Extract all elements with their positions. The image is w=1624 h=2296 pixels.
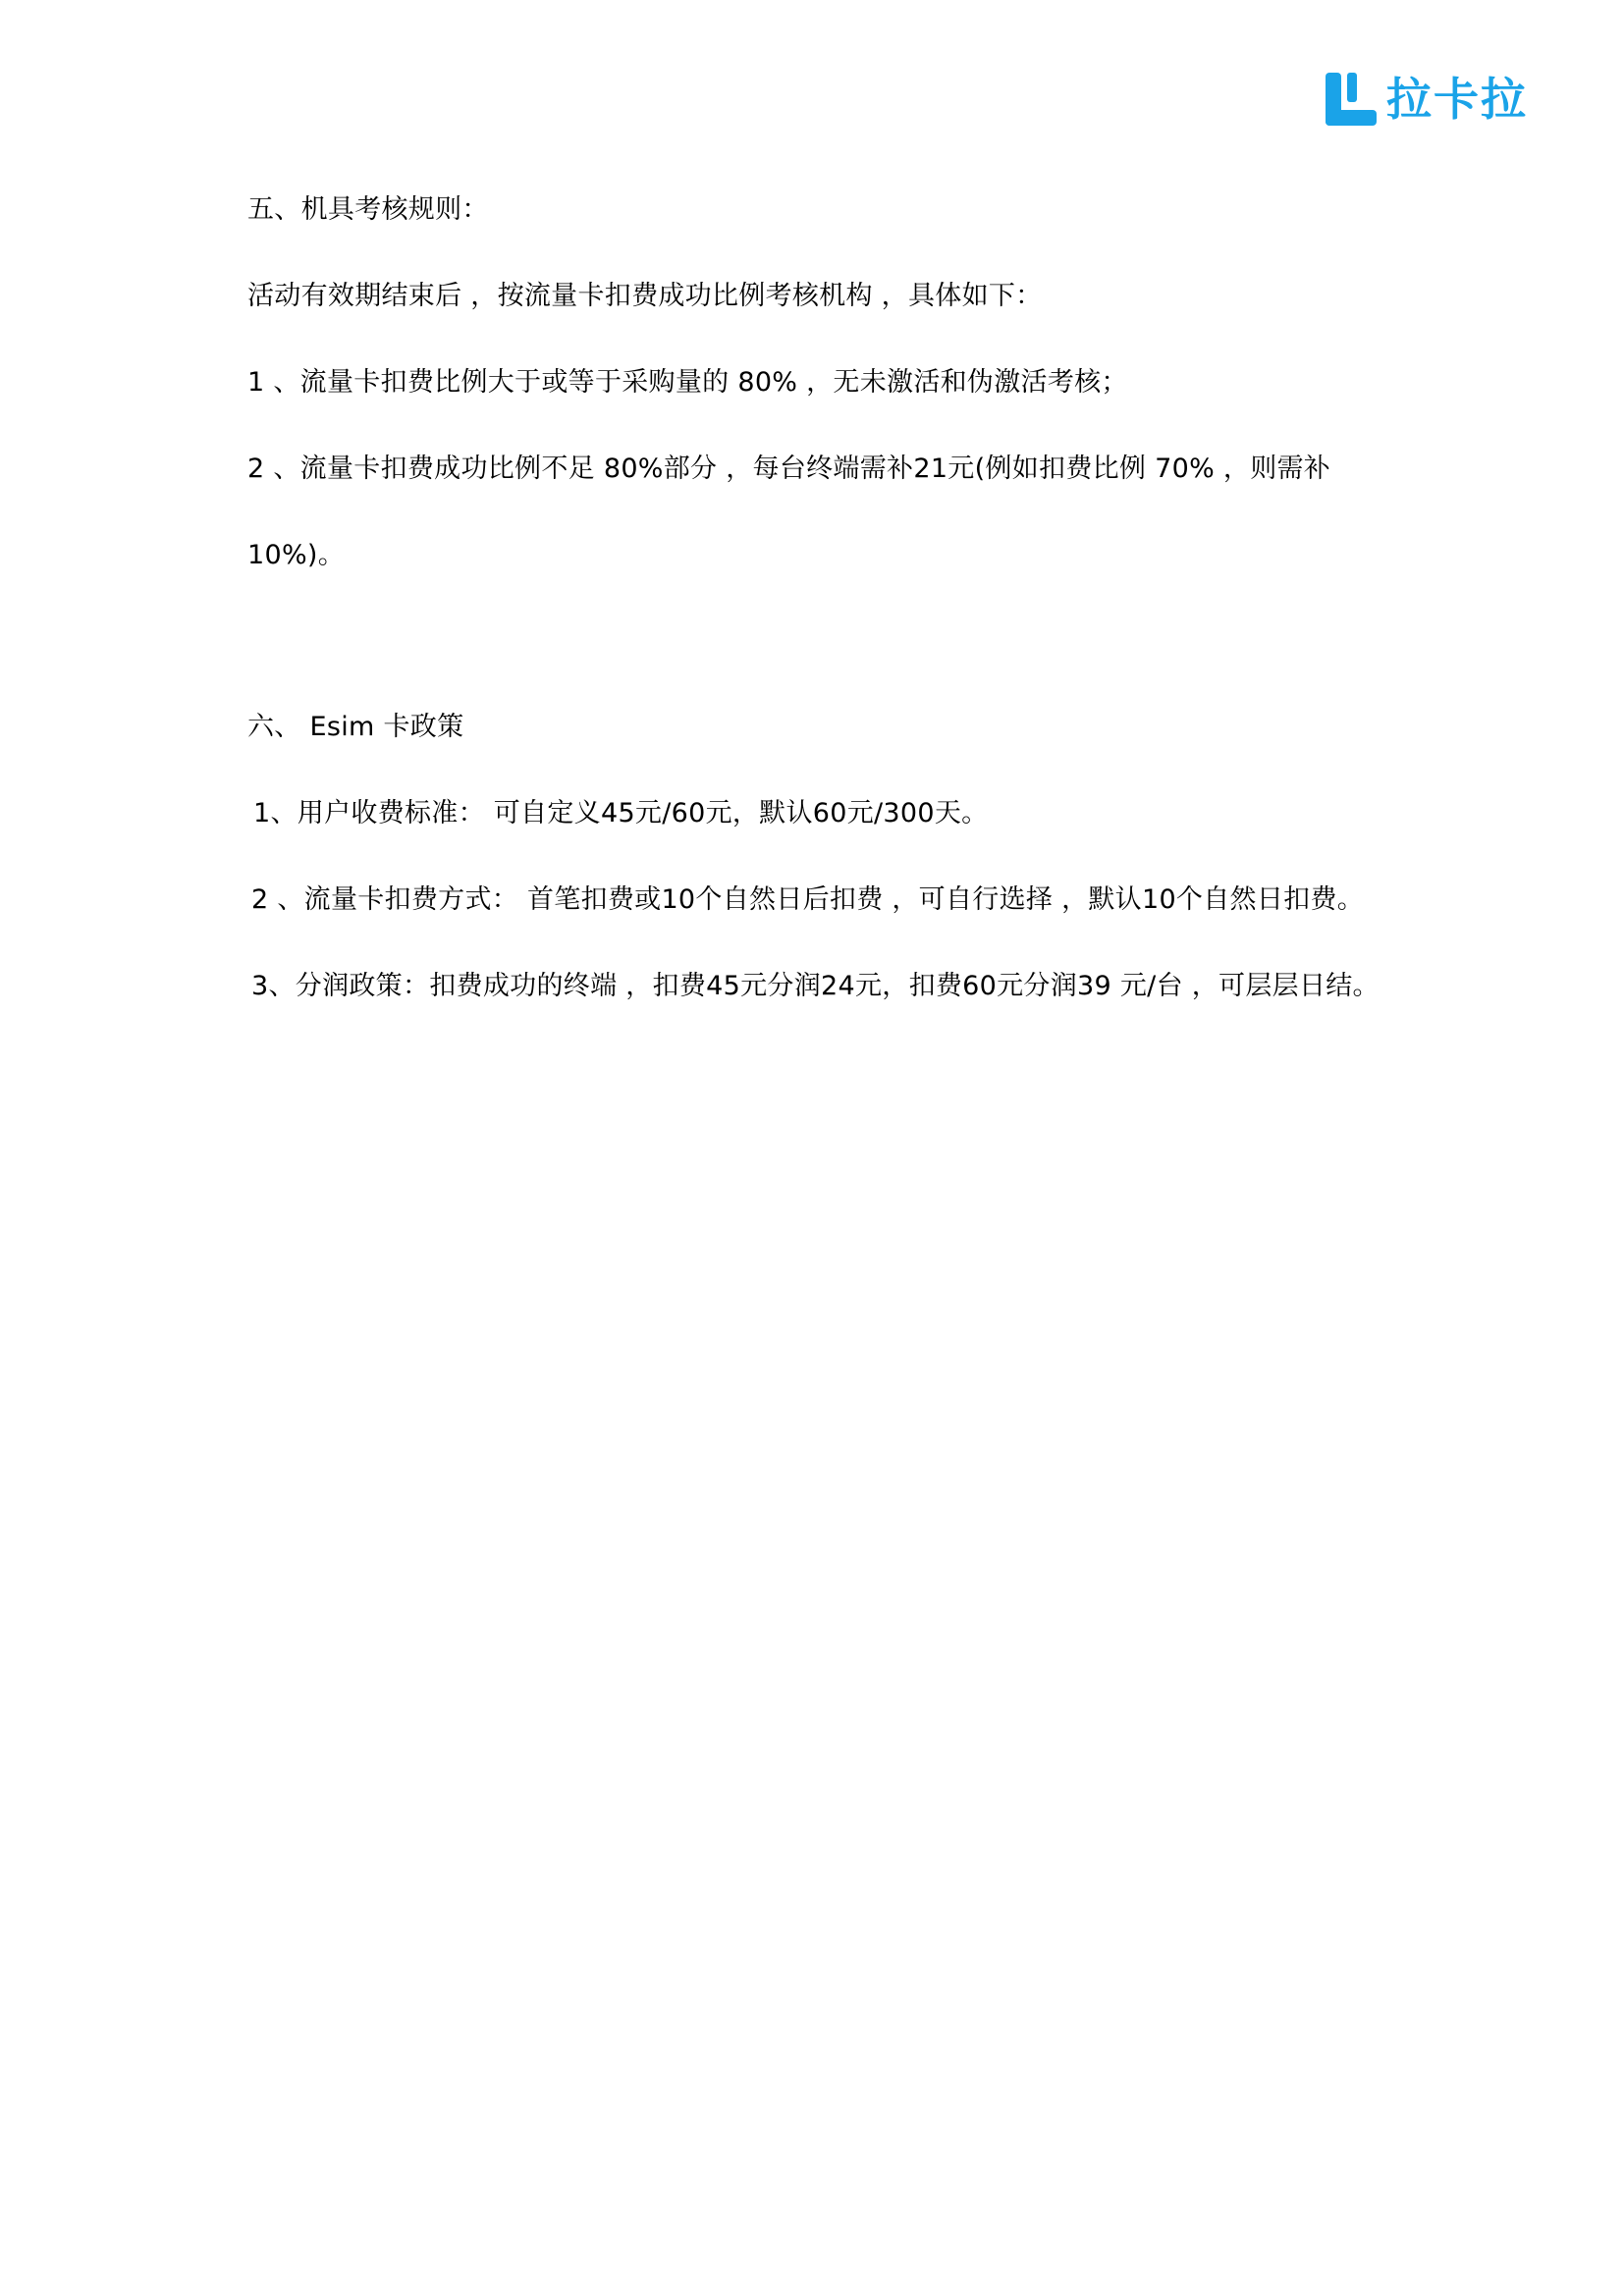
section6-item-3: 3、分润政策：扣费成功的终端 ，扣费45元分润24元，扣费60元分润39 元/台 ，可层层日结。 (251, 971, 1380, 1001)
section5-item-2-line-2: 10%)。 (247, 540, 346, 570)
section6-item-1: 1、用户收费标准： 可自定义45元/60元，默认60元/300天。 (253, 798, 989, 828)
brand-logo (1326, 69, 1561, 130)
brand-logo-text: 拉卡拉 (1386, 73, 1528, 126)
section5-item-1: 1 、流量卡扣费比例大于或等于采购量的 80% ，无未激活和伪激活考核； (247, 367, 1128, 398)
section5-intro: 活动有效期结束后 ，按流量卡扣费成功比例考核机构 ，具体如下： (247, 281, 1043, 311)
section6-heading: 六、 Esim 卡政策 (247, 712, 464, 742)
lakala-logo-icon (1326, 73, 1377, 126)
section5-item-2-line-1: 2 、流量卡扣费成功比例不足 80%部分 ，每台终端需补21元(例如扣费比例 70% ，则需补 (247, 454, 1331, 484)
section6-item-2: 2 、流量卡扣费方式： 首笔扣费或10个自然日后扣费 ，可自行选择 ，默认10个自然日扣费。 (251, 884, 1365, 915)
section5-heading: 五、机具考核规则： (247, 194, 489, 225)
